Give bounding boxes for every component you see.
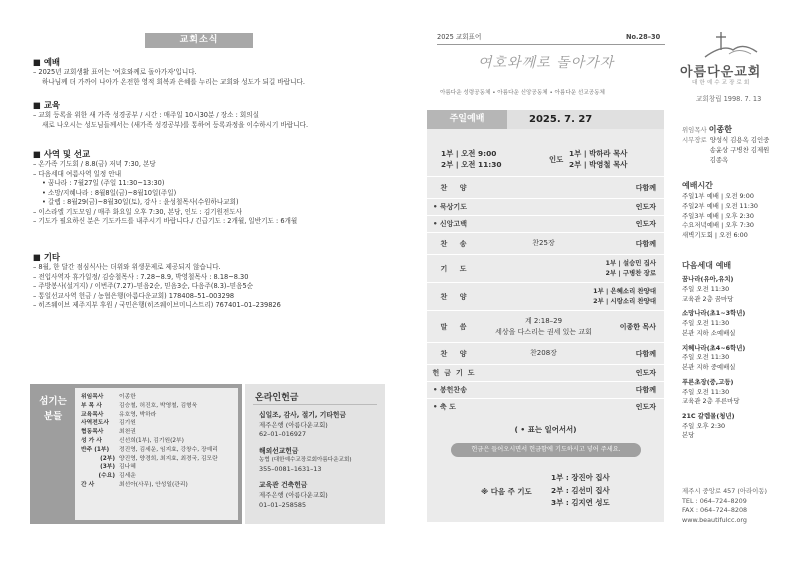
order-item-person: 다함께 [635,386,656,394]
worship-order-panel [427,110,664,522]
order-row [427,176,664,198]
order-item-name: • 묵상기도 [433,203,467,211]
pastors-info: 위임목사 이종한 시무장로 양성식 김용옥 김인중 송윤상 구병찬 김제원 김종옥 [682,125,770,164]
order-item-name: 찬 송 [440,239,472,248]
offering-title: 온라인헌금 [255,393,299,403]
schedule: 예배시간 주일1부 예배 | 오전 9:00 주일2부 예배 | 오전 11:30 주일3부 예배 | 오후 2:30 수요저녁예배 | 오후 7:30 새벽기도회 | 오전 6:00 [682,180,792,241]
next-gen-title: 다음세대 예배 [682,261,732,270]
order-item-detail: 계 2:18–29 세상을 다스리는 권세 있는 교회 [495,317,592,336]
stand-note: ( • 표는 일어서서) [514,425,577,434]
news-header: 교회소식 [145,33,253,48]
staff-row: (수요) 김세운 [98,473,136,480]
order-item-name: 헌금기도 [432,369,480,377]
order-item-detail: 1부 | 은혜소리 찬양대 2부 | 시랑소리 찬양대 [593,287,656,305]
next-gen-schedule: 다음세대 예배 꿈나라(유아,유치) 주일 오전 11:30 교육관 2층 꿈마당 소망나라(초1~3학년) 주일 오전 11:30 본관 지하 소예배실 지혜나라(초4~6학년) 주일 오전 11:30 본관 지하 중예배실 푸른초장(중,고등) 주일 오전 11:30 교육관 2층 푸른마당 21C 갈렙몰(청년) 주일 오후 2:30 본당 [682,260,792,441]
section-mission: ■ 사역 및 선교 – 온가족 기도회 / 8.8(금) 저녁 7:30, 본당 – 다음세대 여름사역 일정 안내 • 꿈나라 : 7월27일 (주일 11:30~13:30) • 소망/지혜나라 : 8월8일(금)~8월10일(주일) • 갈렙 : 8월29(금)~8월30일(토), 강사 : 윤성철목사(수원하나교회) – 이스라엘 기도모임 / 매주 화요일 오후 7:30, 본당, 인도 : 김기원전도사 – 기도가 필요하신 분은 기도카드를 내주시기 바랍니다./ 긴급기도 : 2개월, 일반기도 : 6개월 [33,148,383,227]
founded-date: 교회창립 1998. 7. 13 [696,95,762,103]
order-item-detail: 찬25장 [532,239,555,248]
staff-row: 사역전도사 김기원 [81,420,136,427]
lead-label: 인도 [549,155,564,164]
staff-title: 섬기는 분들 [39,396,67,423]
tagline: 아름다운 성령공동체 • 아름다운 신앙공동체 • 아름다운 선교공동체 [440,90,605,96]
next-prayer-label: ※ 다음 주 기도 [481,487,532,496]
motto-calligraphy: 여호와께로 돌아가자 [478,55,615,71]
worship-header [427,110,664,129]
church-logo-icon [703,30,759,60]
order-row [427,232,664,254]
worship-title: 주일예배 [427,110,507,129]
order-row [427,198,664,215]
church-denomination: 대한예수교장로회 [692,80,752,86]
worship-times: 1부 | 오전 9:00 2부 | 오전 11:30 [441,149,502,170]
order-item-person: 인도자 [635,369,656,377]
order-item-person: 다함께 [635,239,656,248]
order-item-person: 이종한 목사 [619,322,656,331]
order-item-person: 인도자 [635,403,656,411]
staff-row: 위임목사 이종한 [81,394,136,400]
staff-row: 반주 (1부) 정진영, 김세운, 임지효, 강창수, 장예리 [81,446,218,453]
staff-box [30,384,242,524]
order-item-person: 인도자 [635,203,656,211]
issue-number: No.28–30 [626,33,661,41]
order-item-person: 인도자 [635,220,656,228]
staff-row: 성 가 사 신선희(1부), 김기원(2부) [81,437,184,444]
staff-row: (2부) 양진영, 양경희, 최지효, 최경국, 김모란 [100,455,218,462]
order-item-name: 찬 양 [440,349,472,358]
order-item-name: 찬 양 [440,183,472,192]
section-title: ■ 기타 [33,252,61,262]
order-item-name: • 신앙고백 [433,220,467,228]
church-name: 아름다운교회 [680,65,762,80]
section-worship: ■ 예배 – 2025년 교회생활 표어는 '여호와께로 돌아가자'입니다. 하나님께 더 가까이 나아가 온전한 영적 회복과 은혜를 누리는 교회와 성도가 되길 바랍니다. [33,56,383,87]
worship-leaders: 1부 | 박하라 목사 2부 | 박영철 목사 [569,149,628,170]
order-row [427,364,664,381]
offering-note: 헌금은 들어오시면서 헌금함에 기도하시고 넣어 주세요. [451,443,641,457]
order-item-name: • 봉헌찬송 [433,386,467,394]
order-row [427,254,664,282]
order-item-name: 기 도 [440,264,472,273]
order-item-name: • 축 도 [433,403,456,411]
order-row [427,282,664,310]
section-title: ■ 사역 및 선교 [33,149,91,159]
section-title: ■ 교육 [33,100,61,110]
staff-row: 부 목 사 김승철, 허진호, 박영철, 김형욱 [81,402,198,409]
divider [253,404,377,405]
order-item-name: 찬 양 [440,292,472,301]
order-row [427,381,664,398]
worship-date: 2025. 7. 27 [507,110,664,129]
staff-row: (3부) 김나혜 [100,464,136,471]
offering-details: 십일조, 감사, 절기, 기타헌금 제주은행 (아름다운교회) 62–01–016927 해외선교헌금 농협 (대한예수교장로회아름다운교회) 355–0081–1631–13 교육관 건축헌금 제주은행 (아름다운교회) 01–01–258585 [259,411,352,509]
order-item-person: 다함께 [635,183,656,192]
section-education: ■ 교육 – 교회 등록을 위한 새 가족 성경공부 / 시간 : 매주일 10시30분 / 장소 : 회의실 새로 나오시는 성도님들께서는 (새가족 성경공부)를 통하여 등록과정을 이수하시기 바랍니다. [33,99,383,130]
order-item-detail: 1부 | 설승민 집사 2부 | 구병찬 장로 [605,259,656,277]
order-row [427,310,664,342]
staff-row: 교육목사 유호영, 박하라 [81,411,157,418]
divider [437,44,665,45]
order-item-person: 다함께 [635,349,656,358]
bulletin-motto-label: 2025 교회표어 [437,33,482,41]
order-item-name: 말 씀 [440,322,472,331]
contact-info: 제주시 중앙로 457 (아라이동) TEL : 064–724–8209 FAX : 064–724–8208 www.beautifulcc.org [682,487,768,525]
order-row [427,215,664,232]
order-row [427,342,664,364]
section-title: ■ 예배 [33,57,61,67]
schedule-title: 예배시간 [682,181,713,190]
section-etc: ■ 기타 – 8월, 한 달간 점심식사는 더위와 위생문제로 제공되지 않습니다. – 전입사역자 휴가일정/ 김승철목사 : 7.28~8.9, 박영철목사 : 8.18~8.30 – 주방봉사(설거지) / 이번주(7.27)–믿음2순, 믿음3순, 다음주(8.3)–믿음5순 – 통일선교사역 헌금 / 농협은행(아름다운교회) 178408–51–003298 – 히즈웨이브 제주지부 후원 / 국민은행(히즈웨이브미니스트리) 767401–01–239826 [33,251,383,311]
staff-row: 간 사 최선아(사무), 안성일(관리) [81,481,188,488]
staff-row: 협동목사 최천권 [81,429,136,436]
order-item-detail: 찬208장 [530,349,557,358]
staff-list [75,388,238,520]
online-offering-box [245,384,385,524]
next-prayer-list: 1부 : 장진아 집사 2부 : 김선미 집사 3부 : 김지연 성도 [551,473,610,508]
order-row [427,398,664,415]
right-page [400,0,800,566]
